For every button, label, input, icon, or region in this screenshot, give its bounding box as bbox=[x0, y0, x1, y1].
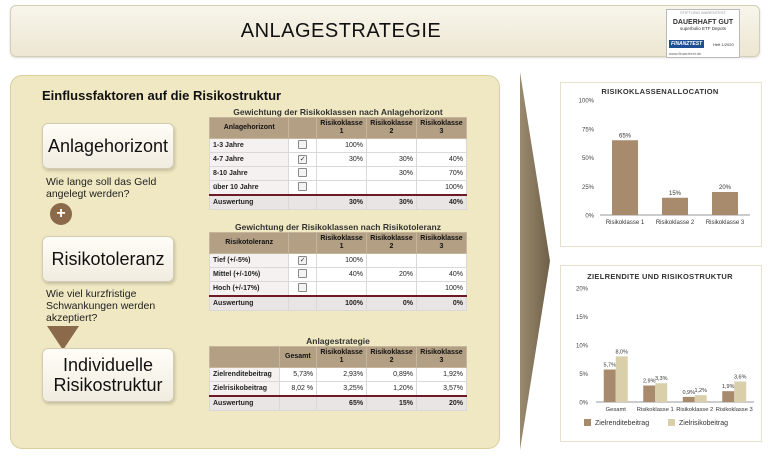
table-row bbox=[210, 268, 467, 282]
summary-row bbox=[210, 396, 467, 411]
title-bar bbox=[10, 5, 760, 57]
table-row bbox=[210, 139, 467, 153]
badge-issue: Heft 1/2020 bbox=[713, 42, 734, 47]
table-cell: 40% bbox=[417, 268, 467, 282]
bar bbox=[722, 391, 734, 402]
table-cell: 1,92% bbox=[417, 368, 467, 382]
table-cell: 2,93% bbox=[317, 368, 367, 382]
bar bbox=[683, 397, 695, 402]
horizon-checkbox[interactable] bbox=[289, 139, 317, 153]
table-cell bbox=[417, 254, 467, 268]
summary-label: Auswertung bbox=[210, 396, 280, 411]
strategy-table bbox=[209, 346, 467, 411]
bar bbox=[616, 356, 628, 402]
chart2-title: ZIELRENDITE UND RISIKOSTRUKTUR bbox=[587, 272, 733, 281]
badge-subject: superbolio ETF Depots bbox=[679, 26, 727, 31]
legend-swatch bbox=[668, 419, 675, 426]
y-tick-label: 100% bbox=[578, 98, 594, 105]
table-cell bbox=[367, 139, 417, 153]
column-header: Risikoklasse 2 bbox=[367, 118, 417, 139]
row-label: Zielrisikobeitrag bbox=[210, 382, 280, 397]
summary-cell bbox=[279, 396, 317, 411]
x-tick-label: Risikoklasse 1 bbox=[605, 220, 645, 226]
column-header: Risikoklasse 3 bbox=[417, 233, 467, 254]
table-cell bbox=[317, 181, 367, 196]
table-cell: 100% bbox=[317, 139, 367, 153]
table-cell bbox=[317, 282, 367, 297]
row-label: Mittel (+/-10%) bbox=[210, 268, 289, 282]
summary-label: Auswertung bbox=[210, 296, 289, 311]
column-header: Risikotoleranz bbox=[210, 233, 289, 254]
table-cell: 20% bbox=[367, 268, 417, 282]
table-cell: 30% bbox=[367, 153, 417, 167]
chevron-right-icon bbox=[520, 72, 552, 450]
legend-label: Zielrenditebeitrag bbox=[595, 420, 650, 427]
table-row bbox=[210, 181, 467, 196]
summary-cell: 40% bbox=[416, 195, 466, 210]
bar bbox=[604, 370, 616, 402]
table-cell bbox=[289, 296, 317, 311]
horizon-checkbox[interactable] bbox=[289, 181, 317, 196]
table-cell: 100% bbox=[417, 282, 467, 297]
table-cell: 100% bbox=[416, 181, 466, 196]
table1-caption: Gewichtung der Risikoklassen nach Anlagehorizont bbox=[233, 107, 443, 117]
column-header: Gesamt bbox=[279, 347, 317, 368]
table-row bbox=[210, 382, 467, 397]
row-label: 4-7 Jahre bbox=[210, 153, 289, 167]
data-label: 0,9% bbox=[682, 389, 696, 396]
row-label: 8-10 Jahre bbox=[210, 167, 289, 181]
page-title: ANLAGESTRATEGIE bbox=[240, 20, 442, 42]
column-header: Risikoklasse 3 bbox=[416, 118, 466, 139]
checkbox-box[interactable] bbox=[298, 182, 307, 191]
horizon-checkbox[interactable] bbox=[289, 167, 317, 181]
bar bbox=[712, 192, 738, 215]
x-tick-label: Risikoklasse 2 bbox=[676, 407, 714, 413]
column-header: Risikoklasse 2 bbox=[367, 347, 417, 368]
summary-row bbox=[210, 296, 467, 311]
factor-question-horizon: Wie lange soll das Geld angelegt werden? bbox=[46, 176, 157, 200]
table-header-row bbox=[210, 347, 467, 368]
return-risk-bar-chart bbox=[560, 280, 760, 440]
row-label: 1-3 Jahre bbox=[210, 139, 289, 153]
factor-question-tolerance: Wie viel kurzfristige Schwankungen werden akzeptiert? bbox=[46, 288, 156, 324]
table-header-row bbox=[210, 233, 467, 254]
chart1-title: RISIKOKLASSENALLOCATION bbox=[601, 87, 719, 96]
checkbox-box[interactable] bbox=[298, 269, 307, 278]
table-cell: 70% bbox=[416, 167, 466, 181]
table-row bbox=[210, 254, 467, 268]
table-cell: 40% bbox=[416, 153, 466, 167]
table-cell: 30% bbox=[367, 167, 417, 181]
table-cell: 3,57% bbox=[417, 382, 467, 397]
bar bbox=[734, 381, 746, 402]
table-row bbox=[210, 368, 467, 382]
column-header: Risikoklasse 2 bbox=[367, 233, 417, 254]
data-label: 8,0% bbox=[615, 349, 629, 356]
table-cell bbox=[367, 254, 417, 268]
data-label: 15% bbox=[668, 190, 682, 197]
table-cell: 40% bbox=[317, 268, 367, 282]
column-header bbox=[289, 118, 317, 139]
data-label: 2,9% bbox=[642, 378, 656, 385]
checkbox-box[interactable] bbox=[298, 168, 307, 177]
legend-swatch bbox=[584, 419, 591, 426]
factor-anlagehorizont: Anlagehorizont bbox=[42, 123, 174, 169]
checkbox-box[interactable] bbox=[298, 283, 307, 292]
table-row bbox=[210, 167, 467, 181]
row-label: Hoch (+/-17%) bbox=[210, 282, 289, 297]
legend-label: Zielrisikobeitrag bbox=[679, 420, 729, 427]
y-tick-label: 15% bbox=[575, 315, 588, 321]
table-cell: 5,73% bbox=[279, 368, 317, 382]
data-label: 1,2% bbox=[694, 388, 708, 395]
x-tick-label: Risikoklasse 2 bbox=[655, 220, 695, 226]
summary-cell: 30% bbox=[317, 195, 367, 210]
summary-row bbox=[210, 195, 467, 210]
badge-issuer: STIFTUNG WARENTEST bbox=[679, 10, 727, 15]
table3-caption: Anlagestrategie bbox=[306, 336, 370, 346]
table-cell bbox=[317, 167, 367, 181]
bar bbox=[612, 140, 638, 215]
test-seal-badge bbox=[666, 9, 740, 58]
y-tick-label: 25% bbox=[581, 184, 594, 191]
checkmark-icon[interactable]: ✓ bbox=[299, 156, 306, 163]
bar bbox=[643, 385, 655, 402]
y-tick-label: 5% bbox=[579, 372, 588, 378]
column-header: Risikoklasse 1 bbox=[317, 118, 367, 139]
summary-label: Auswertung bbox=[210, 195, 289, 210]
column-header: Risikoklasse 3 bbox=[417, 347, 467, 368]
table-cell: 8,02 % bbox=[279, 382, 317, 397]
horizon-weighting-table bbox=[209, 117, 467, 210]
finanztest-logo: FINANZTEST bbox=[671, 41, 703, 47]
horizon-checkbox[interactable] bbox=[289, 153, 317, 167]
data-label: 20% bbox=[718, 185, 732, 191]
down-arrow-icon bbox=[47, 326, 79, 350]
row-label: Zielrenditebeitrag bbox=[210, 368, 280, 382]
data-label: 1,9% bbox=[721, 384, 735, 391]
summary-cell: 15% bbox=[367, 396, 417, 411]
panel-heading: Einflussfaktoren auf die Risikostruktur bbox=[42, 88, 282, 103]
summary-cell: 20% bbox=[417, 396, 467, 411]
x-tick-label: Risikoklasse 3 bbox=[705, 220, 745, 226]
y-tick-label: 0% bbox=[579, 400, 588, 407]
y-tick-label: 20% bbox=[575, 286, 588, 293]
checkmark-icon[interactable]: ✓ bbox=[299, 257, 306, 264]
row-label: über 10 Jahre bbox=[210, 181, 289, 196]
x-tick-label: Gesamt bbox=[605, 407, 626, 413]
column-header bbox=[210, 347, 280, 368]
table2-caption: Gewichtung der Risikoklassen nach Risikotoleranz bbox=[235, 222, 441, 232]
data-label: 3,3% bbox=[654, 376, 668, 383]
table-cell bbox=[416, 139, 466, 153]
row-label: Tief (+/-5%) bbox=[210, 254, 289, 268]
checkbox-box[interactable] bbox=[298, 140, 307, 149]
table-cell: 100% bbox=[317, 254, 367, 268]
badge-url: www.finanztest.de bbox=[669, 51, 702, 56]
table-cell: 30% bbox=[317, 153, 367, 167]
badge-rating: DAUERHAFT GUT bbox=[672, 19, 734, 26]
data-label: 3,6% bbox=[733, 374, 747, 381]
table-row bbox=[210, 282, 467, 297]
factor-risikotoleranz: Risikotoleranz bbox=[42, 236, 174, 282]
column-header: Risikoklasse 1 bbox=[317, 347, 367, 368]
bar bbox=[655, 383, 667, 402]
table-cell bbox=[367, 181, 417, 196]
tolerance-weighting-table bbox=[209, 232, 467, 311]
plus-icon: + bbox=[50, 203, 72, 225]
table-header-row bbox=[210, 118, 467, 139]
table-cell bbox=[367, 282, 417, 297]
factor-individuelle-risikostruktur bbox=[42, 348, 174, 402]
bar bbox=[695, 395, 707, 402]
tolerance-checkbox[interactable] bbox=[289, 254, 317, 268]
table-cell: 3,25% bbox=[317, 382, 367, 397]
y-tick-label: 0% bbox=[585, 213, 594, 220]
tolerance-checkbox[interactable] bbox=[289, 268, 317, 282]
table-cell: 0,89% bbox=[367, 368, 417, 382]
factor-individuelle-label: Individuelle Risikostruktur bbox=[53, 355, 163, 395]
summary-cell: 65% bbox=[317, 396, 367, 411]
x-tick-label: Risikoklasse 1 bbox=[636, 407, 674, 413]
data-label: 5,7% bbox=[603, 362, 617, 369]
summary-cell: 30% bbox=[367, 195, 417, 210]
table-cell bbox=[289, 195, 317, 210]
y-tick-label: 75% bbox=[581, 127, 594, 134]
data-label: 65% bbox=[618, 133, 632, 140]
table-cell: 1,20% bbox=[367, 382, 417, 397]
column-header: Risikoklasse 1 bbox=[317, 233, 367, 254]
y-tick-label: 10% bbox=[575, 343, 588, 350]
column-header: Anlagehorizont bbox=[210, 118, 289, 139]
summary-cell: 0% bbox=[417, 296, 467, 311]
table-row bbox=[210, 153, 467, 167]
x-tick-label: Risikoklasse 3 bbox=[715, 407, 753, 413]
summary-cell: 0% bbox=[367, 296, 417, 311]
column-header bbox=[289, 233, 317, 254]
allocation-bar-chart bbox=[560, 95, 760, 245]
summary-cell: 100% bbox=[317, 296, 367, 311]
y-tick-label: 50% bbox=[581, 156, 594, 162]
bar bbox=[662, 198, 688, 215]
tolerance-checkbox[interactable] bbox=[289, 282, 317, 297]
